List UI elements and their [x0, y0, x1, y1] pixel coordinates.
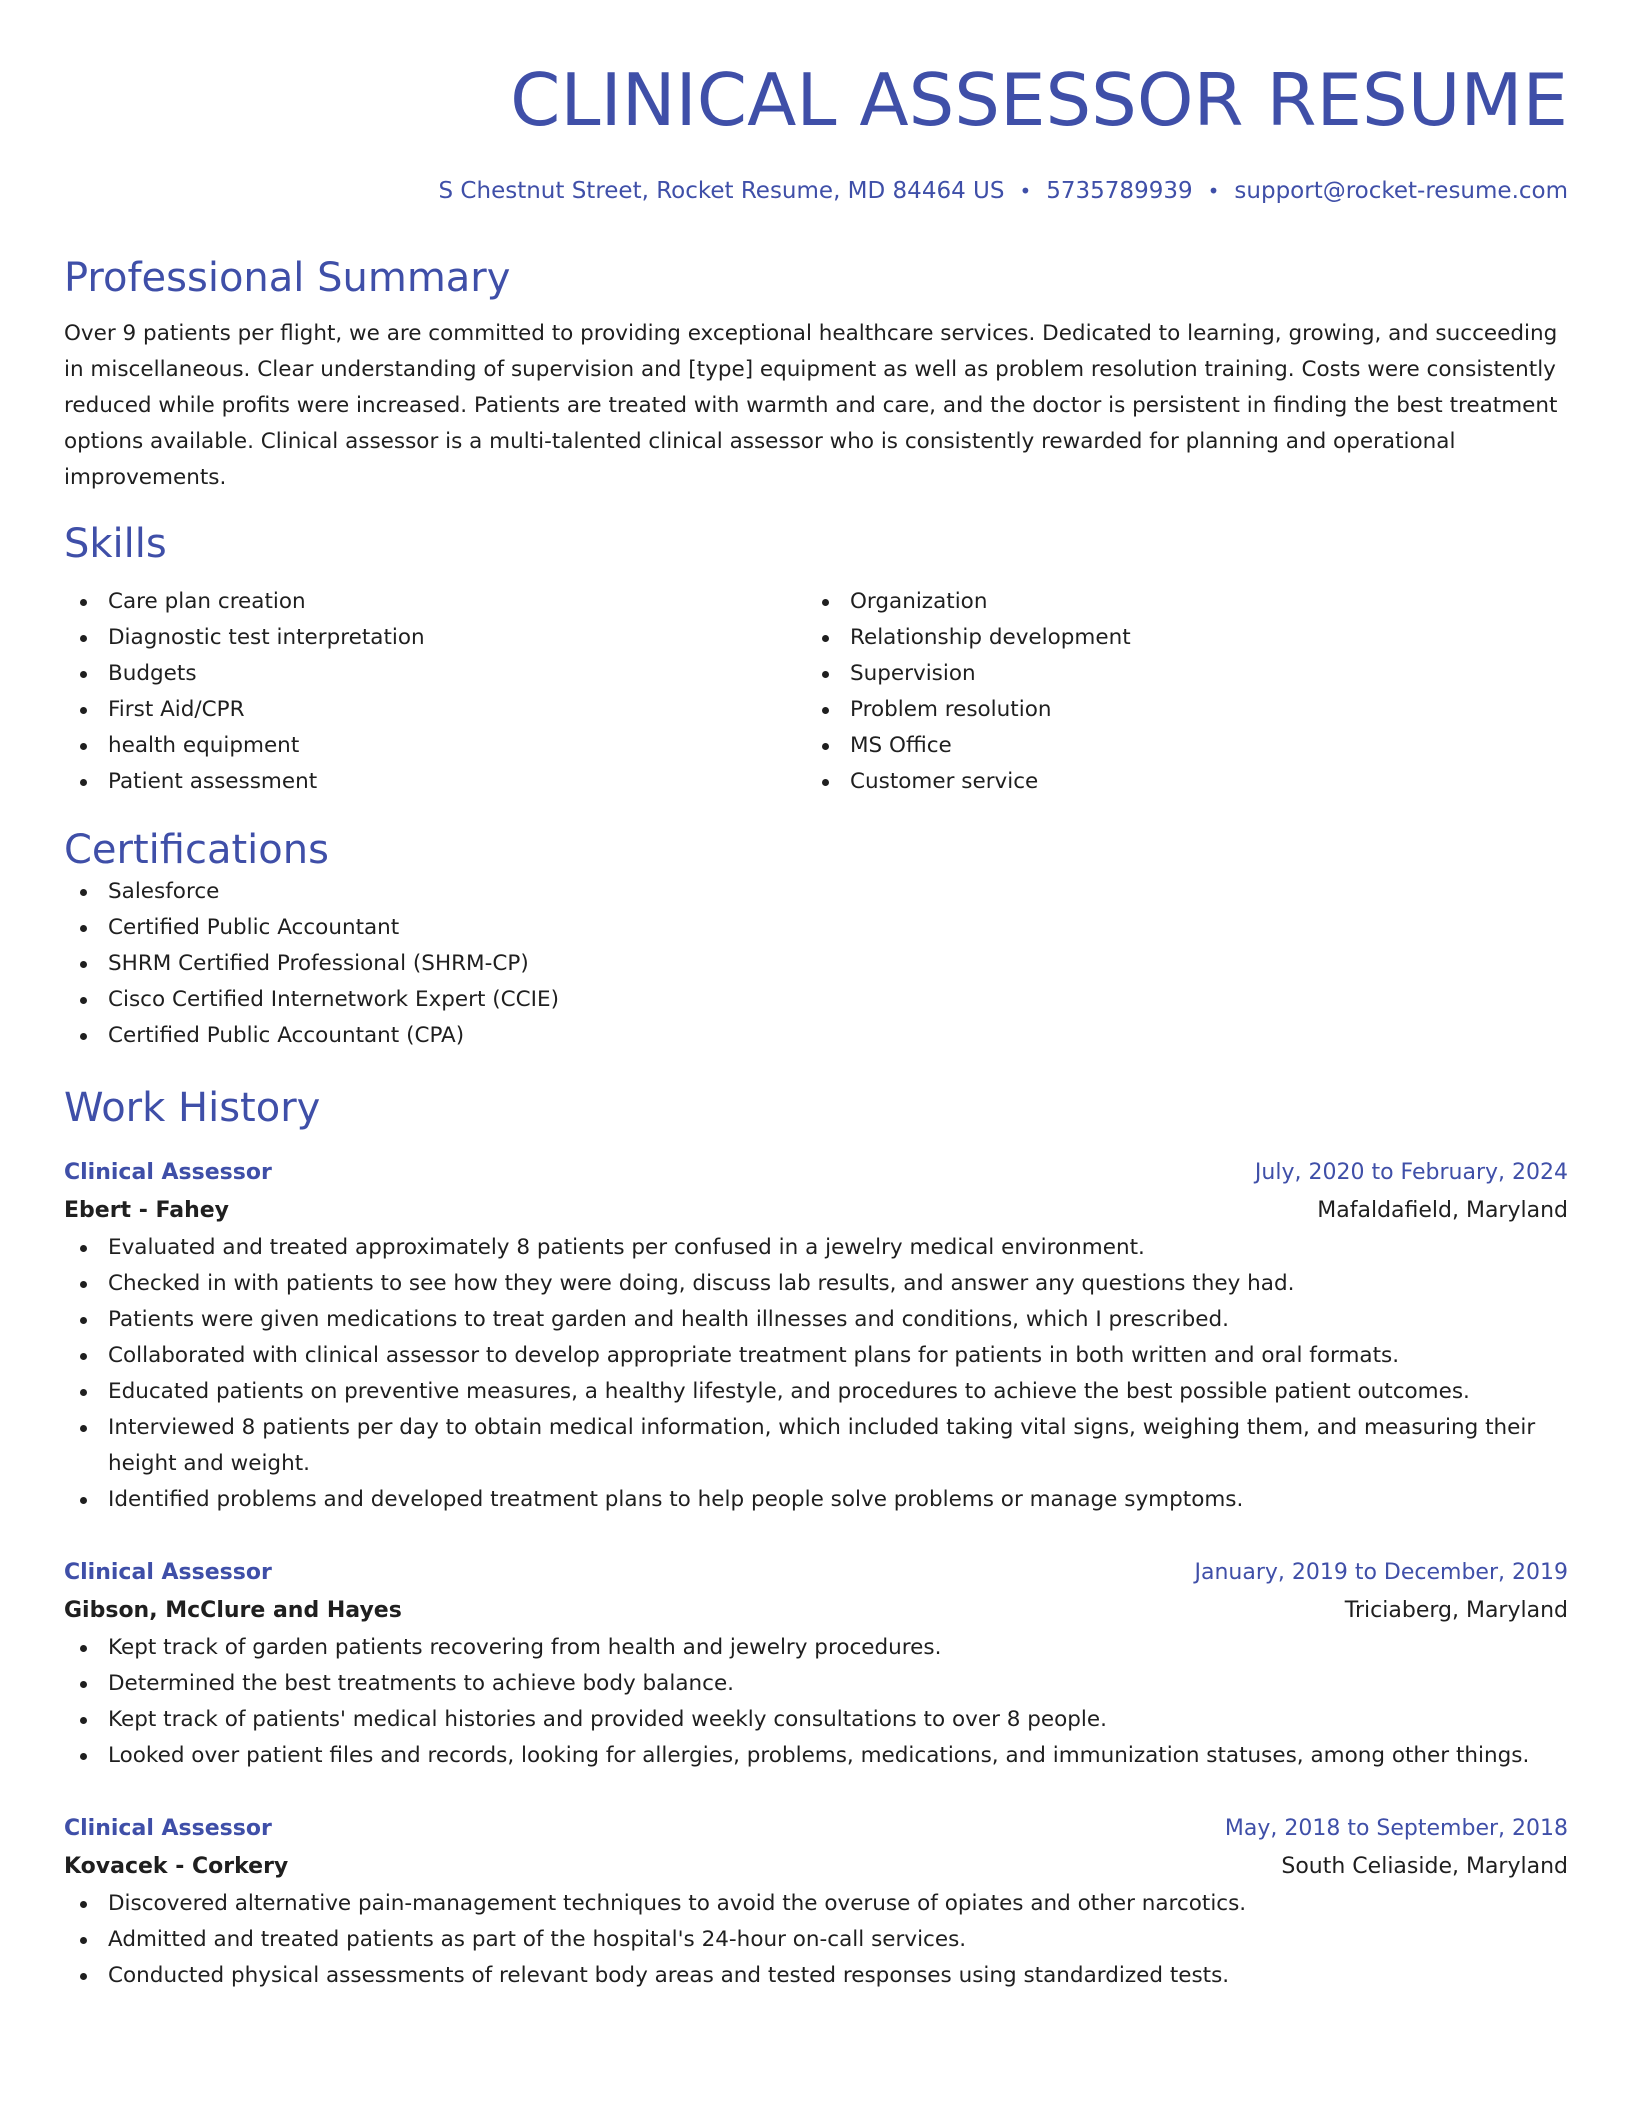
- skill-item: health equipment: [64, 728, 806, 764]
- job-company-row: [64, 1192, 1568, 1230]
- job-bullet-list: [64, 1230, 1568, 1518]
- job-entry: [64, 1154, 1568, 1518]
- job-entry: [64, 1810, 1568, 1994]
- job-company: Kovacek - Corkery: [64, 1854, 289, 1879]
- contact-address: S Chestnut Street, Rocket Resume, MD 84464 US: [438, 178, 1005, 204]
- skill-item: Supervision: [806, 656, 1548, 692]
- skill-item: MS Office: [806, 728, 1548, 764]
- contact-email[interactable]: support@rocket-resume.com: [1234, 178, 1568, 204]
- skills-grid: [64, 584, 1568, 800]
- skill-item: First Aid/CPR: [64, 692, 806, 728]
- job-bullet: Patients were given medications to treat garden and health illnesses and conditions, which I prescribed.: [64, 1302, 1568, 1338]
- job-bullet: Collaborated with clinical assessor to develop appropriate treatment plans for patients in both written and oral formats.: [64, 1338, 1568, 1374]
- job-bullet: Admitted and treated patients as part of the hospital's 24-hour on-call services.: [64, 1922, 1568, 1958]
- certification-item: Certified Public Accountant (CPA): [64, 1018, 1568, 1054]
- skill-item: Diagnostic test interpretation: [64, 620, 806, 656]
- skill-item: Organization: [806, 584, 1548, 620]
- skill-item: Budgets: [64, 656, 806, 692]
- summary-text: Over 9 patients per flight, we are committed to providing exceptional healthcare services. Dedicated to learning, growing, and succeeding in miscellaneous. Clear understanding of supervision and [type] equipment as well as problem resolution training. Costs were consistently reduced while profits were increased. Patients are treated with warmth and care, and the doctor is persistent in finding the best treatment options available. Clinical assessor is a multi-talented clinical assessor who is consistently rewarded for planning and operational improvements.: [64, 321, 1558, 490]
- job-bullet: Interviewed 8 patients per day to obtain medical information, which included taking vital signs, weighing them, and measuring their height and weight.: [64, 1410, 1568, 1482]
- skill-item: Problem resolution: [806, 692, 1548, 728]
- skills-list-right: [806, 584, 1548, 800]
- summary-heading: Professional Summary: [64, 255, 511, 301]
- job-bullet: Checked in with patients to see how they were doing, discuss lab results, and answer any questions they had.: [64, 1266, 1568, 1302]
- job-title: Clinical Assessor: [64, 1816, 272, 1841]
- certifications-list: [64, 874, 1568, 1054]
- job-location: Mafaldafield, Maryland: [1317, 1198, 1568, 1223]
- job-bullet: Conducted physical assessments of relevant body areas and tested responses using standardized tests.: [64, 1958, 1568, 1994]
- skills-column-left: [64, 584, 806, 800]
- skills-list-left: [64, 584, 806, 800]
- certification-item: SHRM Certified Professional (SHRM-CP): [64, 946, 1568, 982]
- contact-separator: •: [1207, 179, 1220, 203]
- job-header-row: [64, 1154, 1568, 1192]
- job-title: Clinical Assessor: [64, 1560, 272, 1585]
- work-history-heading: Work History: [64, 1085, 321, 1131]
- job-bullet-list: [64, 1886, 1568, 1994]
- certification-item: Salesforce: [64, 874, 1568, 910]
- certifications-heading: Certifications: [64, 827, 329, 873]
- job-location: South Celiaside, Maryland: [1281, 1854, 1568, 1879]
- contact-separator: •: [1019, 179, 1032, 203]
- job-bullet: Educated patients on preventive measures, a healthy lifestyle, and procedures to achieve the best possible patient outcomes.: [64, 1374, 1568, 1410]
- job-bullet: Evaluated and treated approximately 8 patients per confused in a jewelry medical environment.: [64, 1230, 1568, 1266]
- job-company-row: [64, 1592, 1568, 1630]
- resume-page: [64, 0, 1568, 1994]
- job-bullet: Kept track of garden patients recovering from health and jewelry procedures.: [64, 1630, 1568, 1666]
- job-bullet-list: [64, 1630, 1568, 1774]
- job-location: Triciaberg, Maryland: [1344, 1598, 1568, 1623]
- resume-title: CLINICAL ASSESSOR RESUME: [510, 58, 1568, 142]
- job-bullet: Determined the best treatments to achieve body balance.: [64, 1666, 1568, 1702]
- job-header-row: [64, 1810, 1568, 1848]
- job-bullet: Kept track of patients' medical histories and provided weekly consultations to over 8 people.: [64, 1702, 1568, 1738]
- job-dates: May, 2018 to September, 2018: [1224, 1816, 1568, 1841]
- skill-item: Customer service: [806, 764, 1548, 800]
- job-title: Clinical Assessor: [64, 1160, 272, 1185]
- contact-phone: 5735789939: [1046, 178, 1193, 204]
- job-bullet: Looked over patient files and records, looking for allergies, problems, medications, and immunization statuses, among other things.: [64, 1738, 1568, 1774]
- contact-line: [64, 176, 1568, 206]
- certification-item: Cisco Certified Internetwork Expert (CCIE): [64, 982, 1568, 1018]
- job-company-row: [64, 1848, 1568, 1886]
- job-company: Ebert - Fahey: [64, 1198, 230, 1223]
- job-entry: [64, 1554, 1568, 1774]
- job-bullet: Discovered alternative pain-management techniques to avoid the overuse of opiates and other narcotics.: [64, 1886, 1568, 1922]
- job-dates: January, 2019 to December, 2019: [1194, 1560, 1568, 1585]
- skill-item: Relationship development: [806, 620, 1548, 656]
- job-dates: July, 2020 to February, 2024: [1254, 1160, 1568, 1185]
- job-company: Gibson, McClure and Hayes: [64, 1598, 402, 1623]
- skills-heading: Skills: [64, 521, 167, 567]
- certification-item: Certified Public Accountant: [64, 910, 1568, 946]
- skill-item: Care plan creation: [64, 584, 806, 620]
- skill-item: Patient assessment: [64, 764, 806, 800]
- skills-column-right: [806, 584, 1548, 800]
- job-header-row: [64, 1554, 1568, 1592]
- job-bullet: Identified problems and developed treatment plans to help people solve problems or manage symptoms.: [64, 1482, 1568, 1518]
